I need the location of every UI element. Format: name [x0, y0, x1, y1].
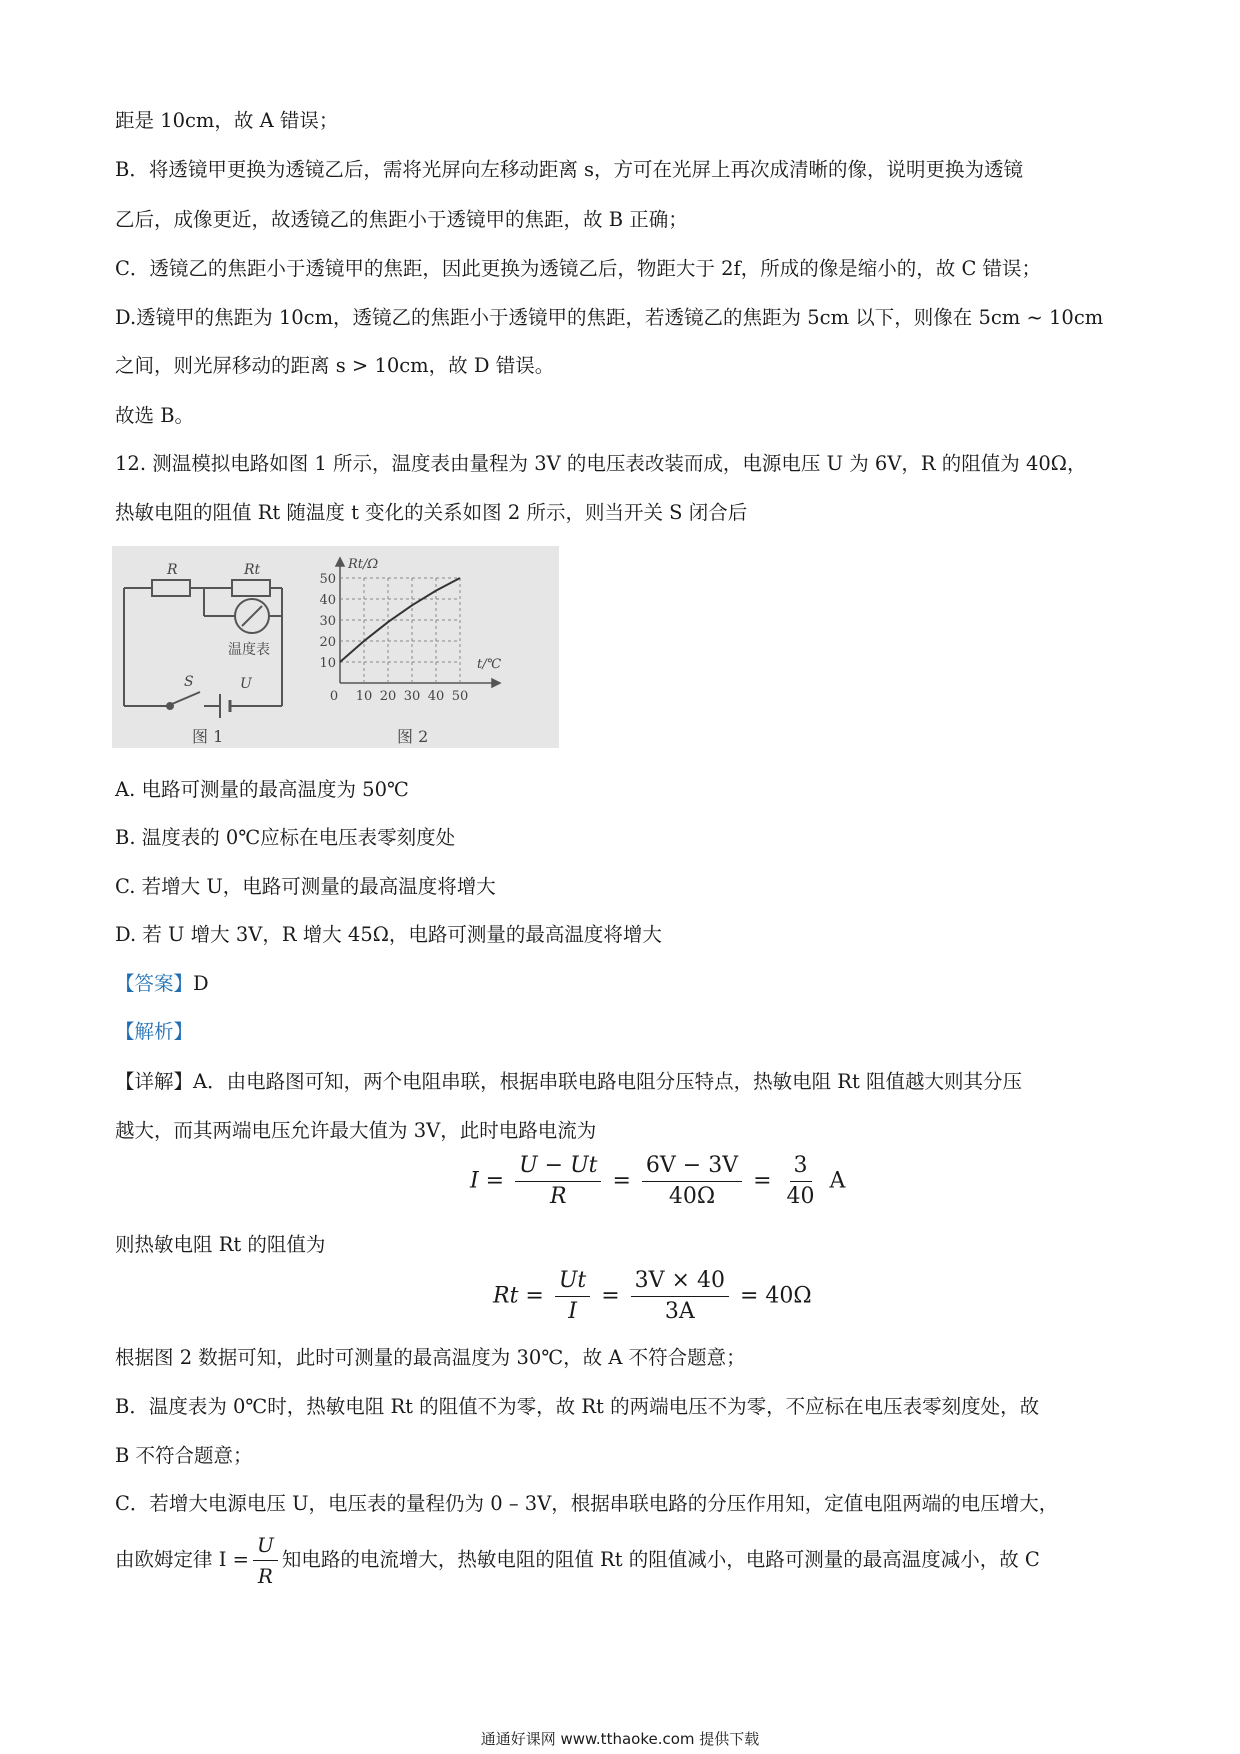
text-line-7: 故选 B。 — [115, 404, 195, 427]
y-tick-label: 40 — [319, 593, 336, 608]
answer-value: D — [193, 972, 209, 995]
x-tick-label: 10 — [355, 689, 373, 704]
question-12-line-2: 热敏电阻的阻值 Rt 随温度 t 变化的关系如图 2 所示，则当开关 S 闭合后 — [115, 501, 748, 524]
fig1-caption: 图 1 — [192, 727, 224, 746]
text-line-2: B．将透镜甲更换为透镜乙后，需将光屏向左移动距离 s，方可在光屏上再次成清晰的像，说明更换为透镜 — [115, 158, 1024, 181]
graph-axes — [336, 558, 500, 687]
after-line-3: B 不符合题意； — [115, 1444, 253, 1467]
ohm-num: U — [253, 1532, 278, 1561]
label-rt: Rt — [244, 562, 261, 578]
text-line-1: 距是 10cm，故 A 错误； — [115, 109, 339, 132]
eq1-frac-2 — [642, 1153, 742, 1210]
detail-line-1 — [115, 1069, 1022, 1095]
graph-ticks — [319, 572, 468, 704]
analysis-line — [115, 1019, 193, 1045]
option-d: D. 若 U 增大 3V，R 增大 45Ω，电路可测量的最高温度将增大 — [115, 923, 662, 946]
answer-tag: 【答案】 — [115, 972, 194, 995]
ohm-den: R — [257, 1564, 273, 1588]
eq2-num-2: 3V × 40 — [631, 1268, 729, 1297]
eq1-unit: A — [829, 1168, 846, 1194]
resistor-r — [152, 580, 190, 596]
graph-x-label: t/℃ — [477, 657, 502, 672]
x-tick-label: 20 — [379, 689, 397, 704]
graph-grid — [340, 578, 460, 683]
eq1-eq-2: = — [753, 1168, 772, 1194]
eq1-frac-3 — [783, 1153, 819, 1210]
text-line-4: C．透镜乙的焦距小于透镜甲的焦距，因此更换为透镜乙后，物距大于 2f，所成的像是缩小的，故 C 错误； — [115, 257, 1042, 280]
rt-intro-line: 则热敏电阻 Rt 的阻值为 — [115, 1233, 326, 1256]
equation-current — [470, 1153, 845, 1210]
question-12-line-1: 12. 测温模拟电路如图 1 所示，温度表由量程为 3V 的电压表改装而成，电源电压 U 为 6V，R 的阻值为 40Ω， — [115, 452, 1087, 475]
x-tick-label: 40 — [427, 689, 445, 704]
y-tick-label: 30 — [319, 614, 336, 629]
option-b: B. 温度表的 0℃应标在电压表零刻度处 — [115, 826, 456, 849]
eq1-frac-1 — [515, 1153, 601, 1210]
eq2-den-2: 3A — [664, 1299, 695, 1324]
eq1-den-2: 40Ω — [668, 1184, 716, 1209]
fig2-caption: 图 2 — [397, 727, 429, 746]
y-tick-label: 20 — [319, 635, 336, 650]
y-tick-label: 50 — [319, 572, 336, 587]
detail-tag: 【详解】 — [115, 1070, 194, 1093]
graph-y-label: Rt/Ω — [348, 557, 379, 572]
label-switch: S — [184, 674, 194, 690]
analysis-tag: 【解析】 — [115, 1020, 194, 1043]
option-a: A. 电路可测量的最高温度为 50℃ — [115, 778, 409, 801]
switch-lever — [172, 692, 200, 704]
eq2-lhs: Rt = — [493, 1283, 544, 1309]
figure-panel — [112, 546, 559, 748]
footer-source: 通通好课网 www.tthaoke.com 提供下载 — [480, 1730, 760, 1748]
eq2-eq: = — [601, 1283, 620, 1309]
y-tick-label: 10 — [319, 656, 336, 671]
ohm-pre: 由欧姆定律 I = — [115, 1548, 249, 1571]
detail-line-2: 越大，而其两端电压允许最大值为 3V，此时电路电流为 — [115, 1119, 597, 1142]
ohm-law-line — [115, 1532, 1040, 1589]
eq1-eq: = — [612, 1168, 631, 1194]
after-line-2: B．温度表为 0℃时，热敏电阻 Rt 的阻值不为零，故 Rt 的两端电压不为零，不应标在电压表零刻度处，故 — [115, 1395, 1040, 1418]
x-tick-label: 30 — [403, 689, 421, 704]
x-tick-label: 50 — [451, 689, 469, 704]
eq2-rhs: = 40Ω — [739, 1283, 812, 1309]
eq2-den-1: I — [568, 1299, 577, 1324]
eq1-den-3: 40 — [786, 1184, 815, 1209]
option-c: C. 若增大 U，电路可测量的最高温度将增大 — [115, 875, 496, 898]
eq2-frac-1 — [555, 1268, 590, 1325]
eq2-frac-2 — [631, 1268, 729, 1325]
eq1-den-1: R — [550, 1184, 567, 1209]
text-line-6: 之间，则光屏移动的距离 s > 10cm，故 D 错误。 — [115, 354, 555, 377]
after-line-4: C．若增大电源电压 U，电压表的量程仍为 0 – 3V，根据串联电路的分压作用知，定值电阻两端的电压增大， — [115, 1492, 1059, 1515]
label-source: U — [240, 676, 252, 692]
resistor-rt — [232, 580, 270, 596]
eq2-num-1: Ut — [555, 1268, 590, 1297]
eq1-num-1: U − Ut — [515, 1153, 601, 1182]
label-r: R — [167, 562, 178, 578]
x-tick-label: 0 — [329, 689, 339, 704]
label-meter: 温度表 — [228, 642, 270, 658]
equation-rt — [493, 1268, 812, 1325]
ohm-post: 知电路的电流增大，热敏电阻的阻值 Rt 的阻值减小，电路可测量的最高温度减小，故 C — [281, 1548, 1040, 1571]
after-line-1: 根据图 2 数据可知，此时可测量的最高温度为 30℃，故 A 不符合题意； — [115, 1346, 746, 1369]
figure-svg — [112, 546, 559, 748]
eq1-num-2: 6V − 3V — [642, 1153, 742, 1182]
detail-text-1: A．由电路图可知，两个电阻串联，根据串联电路电阻分压特点，热敏电阻 Rt 阻值越大则其分压 — [193, 1070, 1023, 1093]
eq1-lhs: I = — [470, 1168, 505, 1194]
text-line-3: 乙后，成像更近，故透镜乙的焦距小于透镜甲的焦距，故 B 正确； — [115, 208, 688, 231]
text-line-5: D.透镜甲的焦距为 10cm，透镜乙的焦距小于透镜甲的焦距，若透镜乙的焦距为 5cm 以下，则像在 5cm ~ 10cm — [115, 306, 1104, 329]
eq1-num-3: 3 — [790, 1153, 812, 1182]
ohm-frac — [253, 1532, 278, 1589]
answer-line — [115, 971, 209, 997]
